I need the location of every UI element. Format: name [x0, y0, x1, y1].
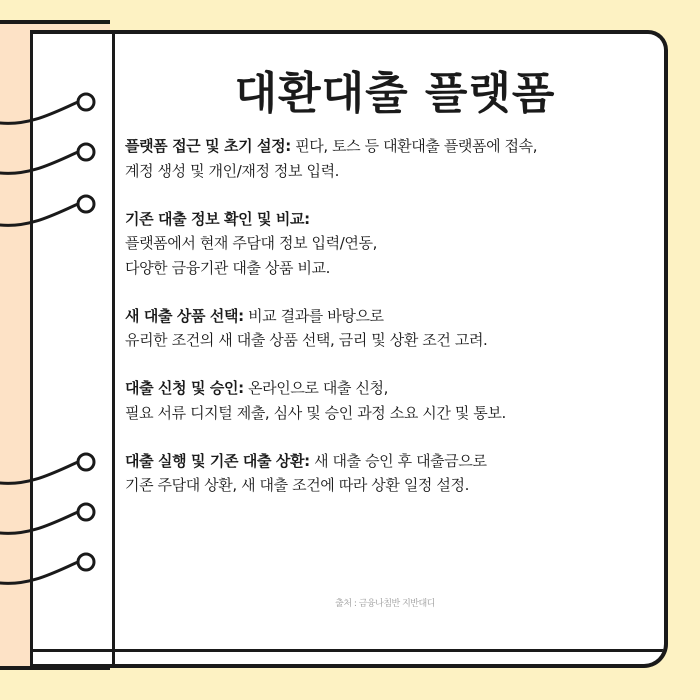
step-heading: 새 대출 상품 선택: — [125, 306, 244, 325]
step-heading: 대출 실행 및 기존 대출 상환: — [125, 452, 310, 471]
step-list — [125, 134, 645, 497]
step-text: 핀다, 토스 등 대환대출 플랫폼에 접속, — [290, 137, 538, 156]
step-text: 다양한 금융기관 대출 상품 비교. — [125, 258, 331, 277]
step-text: 새 대출 승인 후 대출금으로 — [309, 452, 487, 471]
step-text: 비교 결과를 바탕으로 — [243, 306, 384, 325]
page-title: 대환대출 플랫폼 — [234, 68, 556, 119]
step-heading: 기존 대출 정보 확인 및 비교: — [125, 209, 310, 228]
step-text: 유리한 조건의 새 대출 상품 선택, 금리 및 상환 조건 고려. — [125, 331, 488, 350]
sheet-bottom-rule — [30, 649, 664, 652]
step-text: 플랫폼에서 현재 주담대 정보 입력/연동, — [125, 234, 377, 253]
source-credit: 출처 : 금융나침반 지반대디 — [335, 599, 435, 609]
step-text: 온라인으로 대출 신청, — [243, 379, 388, 398]
step-text: 기존 주담대 상환, 새 대출 조건에 따라 상환 일정 설정. — [125, 476, 469, 495]
sheet-content — [125, 70, 645, 522]
step-heading: 플랫폼 접근 및 초기 설정: — [125, 137, 291, 156]
step-heading: 대출 신청 및 승인: — [125, 379, 244, 398]
step-loan-compare — [125, 207, 645, 280]
step-platform-access — [125, 134, 645, 183]
sheet-left-edge — [30, 34, 33, 664]
sheet-margin-line — [112, 34, 115, 664]
step-text: 계정 생성 및 개인/재정 정보 입력. — [125, 161, 340, 180]
step-text: 필요 서류 디지털 제출, 심사 및 승인 과정 소요 시간 및 통보. — [125, 403, 506, 422]
step-execute-repay — [125, 449, 645, 498]
step-product-select — [125, 304, 645, 353]
step-apply-approve — [125, 376, 645, 425]
